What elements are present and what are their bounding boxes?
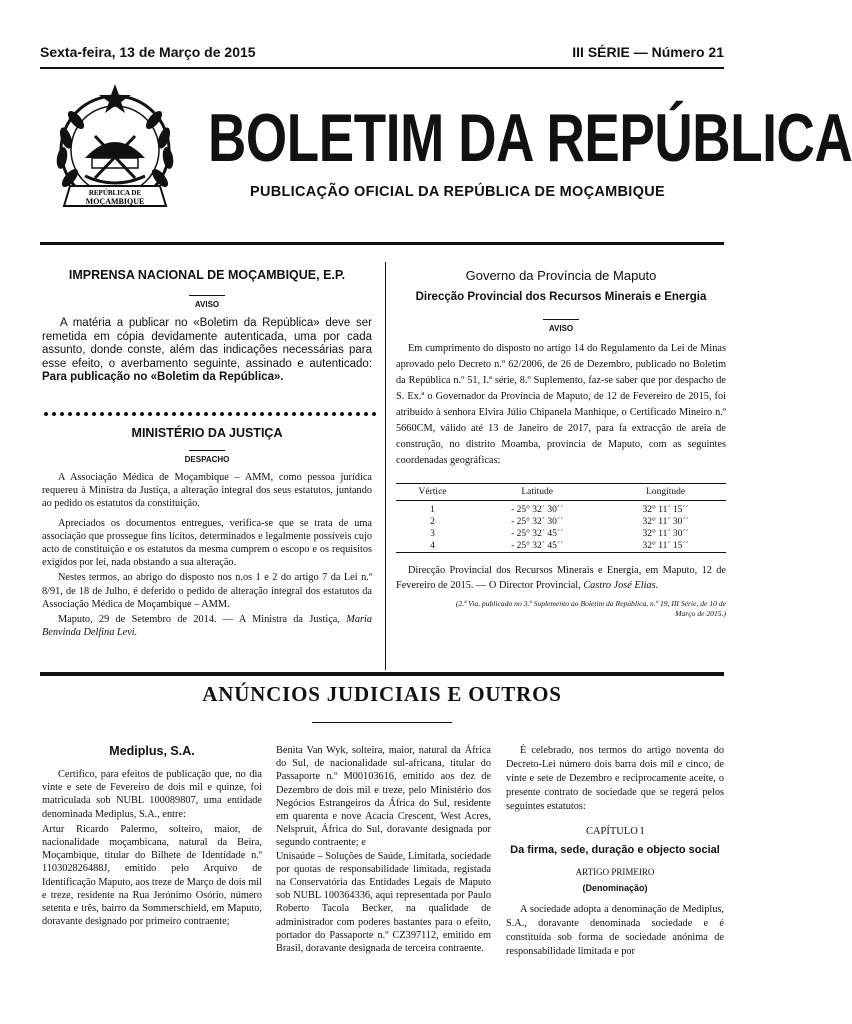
table-row (396, 501, 726, 517)
unisaude-paragraph: Unisaúde – Soluções de Saúde, Limitada, sociedade por quotas de responsabilidade limitada, registada na Conservatória das Entidades Legais de Maputo sob NUBL 100364336, aqui representada por Paulo Roberto Tacola Becker, na qualidade de administrador com poderes bastantes para o efeito, portador do Passaporte n.º CZ397112, emitido em Brasil, doravante designada de terceira contraente. (276, 850, 491, 955)
aviso-label: AVISO (194, 300, 220, 309)
table-cell: 32° 11´ 15´´ (605, 540, 726, 553)
benita-paragraph: Benita Van Wyk, solteira, maior, natural da África do Sul, de nacionalidade sul-africana, titular do Passaporte n.º M00103616, emitido aos dez de Dezembro de dois mil e treze, pelo Ministério dos Negócios Estrangeiros da África do Sul, residente em quarenta e nove Acacia Crescent, West Acres, Nelspruit, África do Sul, doravante designada por segundo contraente; e (276, 745, 491, 849)
left-column (42, 268, 372, 385)
table-header: Longitude (605, 484, 726, 501)
table-cell: - 25° 32´ 30´´ (511, 517, 564, 527)
short-rule (543, 319, 579, 320)
table-cell: 2 (430, 517, 435, 527)
table-row (396, 516, 726, 528)
despacho-label: DESPACHO (184, 455, 230, 464)
despacho-p4 (42, 613, 372, 639)
chapter-label: CAPÍTULO I (585, 826, 645, 837)
aviso-body: A matéria a publicar no «Boletim da República» deve ser remetida em cópia devidamente autenticada, uma por cada assunto, donde conste, além das indicações necessárias para esse efeito, o averbamento seguinte, assinado e autenticado: (42, 317, 372, 370)
despacho-p3: Nestes termos, ao abrigo do disposto nos n.os 1 e 2 do artigo 7 da Lei n.º 8/91, de 18 de Julho, é deferido o pedido de alteração integral dos estatutos da Associação Médica de Moçambique – AMM. (42, 572, 372, 610)
despacho-p2: Apreciados os documentos entregues, verifica-se que se trata de uma associação que prossegue fins lícitos, determinados e legalmente possíveis cujo acto de constituição e os estatutos da mesma cumprem o escopo e os requisitos exigidos por lei, nada obstando a sua alteração. (42, 517, 372, 569)
contract-intro: É celebrado, nos termos do artigo noventa do Decreto-Lei número dois barra dois mil e cinco, de vinte e sete de Dezembro e reciprocamente aceite, o presente contrato de sociedade que se regerá pelos seguintes estatutos: (506, 745, 724, 812)
issue-series: III SÉRIE — Número 21 (572, 44, 724, 60)
table-row (396, 540, 726, 553)
imprensa-heading: IMPRENSA NACIONAL DE MOÇAMBIQUE, E.P. (68, 268, 346, 282)
emblem-icon (40, 78, 190, 214)
anuncios-heading: ANÚNCIOS JUDICIAIS E OUTROS (202, 682, 562, 706)
table-cell: - 25° 32´ 30´´ (511, 505, 564, 515)
aviso-label-right: AVISO (548, 324, 574, 333)
publication-note: (2.ª Via, publicado no 3.º Suplemento ao Boletim da República, n.º 19, III Série, de 10 de Março de 2015.) (455, 599, 726, 618)
article-title: (Denominação) (582, 883, 648, 893)
short-rule (189, 450, 225, 451)
column-divider (385, 262, 386, 670)
table-cell: 4 (396, 540, 469, 553)
masthead-rule (40, 242, 724, 245)
table-cell: - 25° 32´ 45´´ (511, 529, 564, 539)
emblem-text-top: REPÚBLICA DE (88, 189, 142, 197)
right-column (396, 268, 726, 619)
ministerio-section (42, 426, 372, 639)
despacho-signature: Maria Benvinda Delfina Levi. (42, 614, 372, 639)
short-rule (189, 295, 225, 296)
mediplus-p2: Artur Ricardo Palermo, solteiro, maior, de nacionalidade moçambicana, natural da Beira, Moçambique, titular do Bilhete de Identidade n.º 110302826488J, emitido pelo Arquivo de Identificação Maputo, aos treze de Março de dois mil e treze, residente na Rua Jerónimo Osório, número setenta e três, bairro da Sommerschield, em Maputo, doravante designado por primeiro contraente; (42, 823, 262, 928)
publication-title: BOLETIM DA REPÚBLICA (208, 100, 852, 176)
table-cell: - 25° 32´ 45´´ (469, 540, 605, 553)
publication-subtitle: PUBLICAÇÃO OFICIAL DA REPÚBLICA DE MOÇAMBIQUE (250, 184, 665, 200)
dotted-separator (42, 411, 376, 417)
section-rule (40, 672, 724, 676)
table-header: Latitude (469, 484, 605, 501)
despacho-p1: A Associação Médica de Moçambique – AMM, como pessoa jurídica requereu à Ministra da Justiça, a alteração integral dos seus estatutos, juntando ao pedido os estatutos da constituição. (42, 472, 372, 510)
anuncios-col-2 (276, 744, 491, 955)
anuncios-rule (312, 722, 452, 723)
anuncios-col-3 (506, 744, 724, 959)
table-cell: 1 (430, 505, 435, 515)
minas-aviso-text: Em cumprimento do disposto no artigo 14 do Regulamento da Lei de Minas aprovado pelo Decreto n.º 62/2006, de 26 de Dezembro, publicado no Boletim da República n.º 51, I.ª série, 8.º Suplemento, faz-se saber que por despacho de S. Ex.ª o Governador da Província de Maputo, de 12 de Fevereiro de 2015, foi atribuído à senhora Elvira Júlio Chipanela Manhique, o Certificado Mineiro n.º 5660CM, válido até 13 de Janeiro de 2017, para fa extracção de areia de construção, no distrito Moamba, província de Maputo, com as seguintes coordenadas geográficas: (396, 343, 726, 466)
table-row (396, 528, 726, 540)
article-label: ARTIGO PRIMEIRO (575, 867, 655, 877)
chapter-title: Da firma, sede, duração e objecto social (510, 844, 720, 856)
coordinates-table (396, 483, 726, 553)
table-header: Vértice (396, 484, 469, 501)
ministerio-heading: MINISTÉRIO DA JUSTIÇA (131, 426, 283, 440)
mediplus-heading: Mediplus, S.A. (109, 744, 195, 758)
minas-closing (396, 563, 726, 593)
table-cell: 32° 11´ 30´´ (642, 517, 689, 527)
header-rule (40, 67, 724, 69)
anuncios-col-1 (42, 744, 262, 928)
closing-text: Direcção Provincial dos Recursos Minerais e Energia, em Maputo, 12 de Fevereiro de 2015. — O Director Provincial, (396, 565, 726, 591)
emblem-text-bottom: MOÇAMBIQUE (85, 197, 145, 206)
aviso-bold: Para publicação no «Boletim da República». (42, 371, 284, 383)
closing-signature: Castro José Elias. (583, 580, 659, 591)
table-cell: 32° 11´ 30´´ (642, 529, 689, 539)
gov-heading: Governo da Província de Maputo (465, 268, 657, 283)
article-text: A sociedade adopta a denominação de Mediplus, S.A., doravante denominada sociedade e é constituída sob forma de sociedade anónima de responsabilidade limitada e por (506, 904, 724, 957)
aviso-text (42, 317, 372, 385)
issue-date: Sexta-feira, 13 de Março de 2015 (40, 44, 256, 60)
direccao-heading: Direcção Provincial dos Recursos Minerais e Energia (415, 291, 707, 303)
state-emblem (40, 78, 190, 214)
despacho-signoff: Maputo, 29 de Setembro de 2014. — A Ministra da Justiça, (58, 614, 340, 626)
table-cell: 3 (430, 529, 435, 539)
mediplus-p1: Certifico, para efeitos de publicação que, no dia vinte e sete de Fevereiro de dois mil e quinze, foi matriculada sob NUBL 100089807, uma entidade denominada Mediplus, S.A., entre: (42, 769, 262, 820)
table-cell: 32° 11´ 15´´ (642, 505, 689, 515)
